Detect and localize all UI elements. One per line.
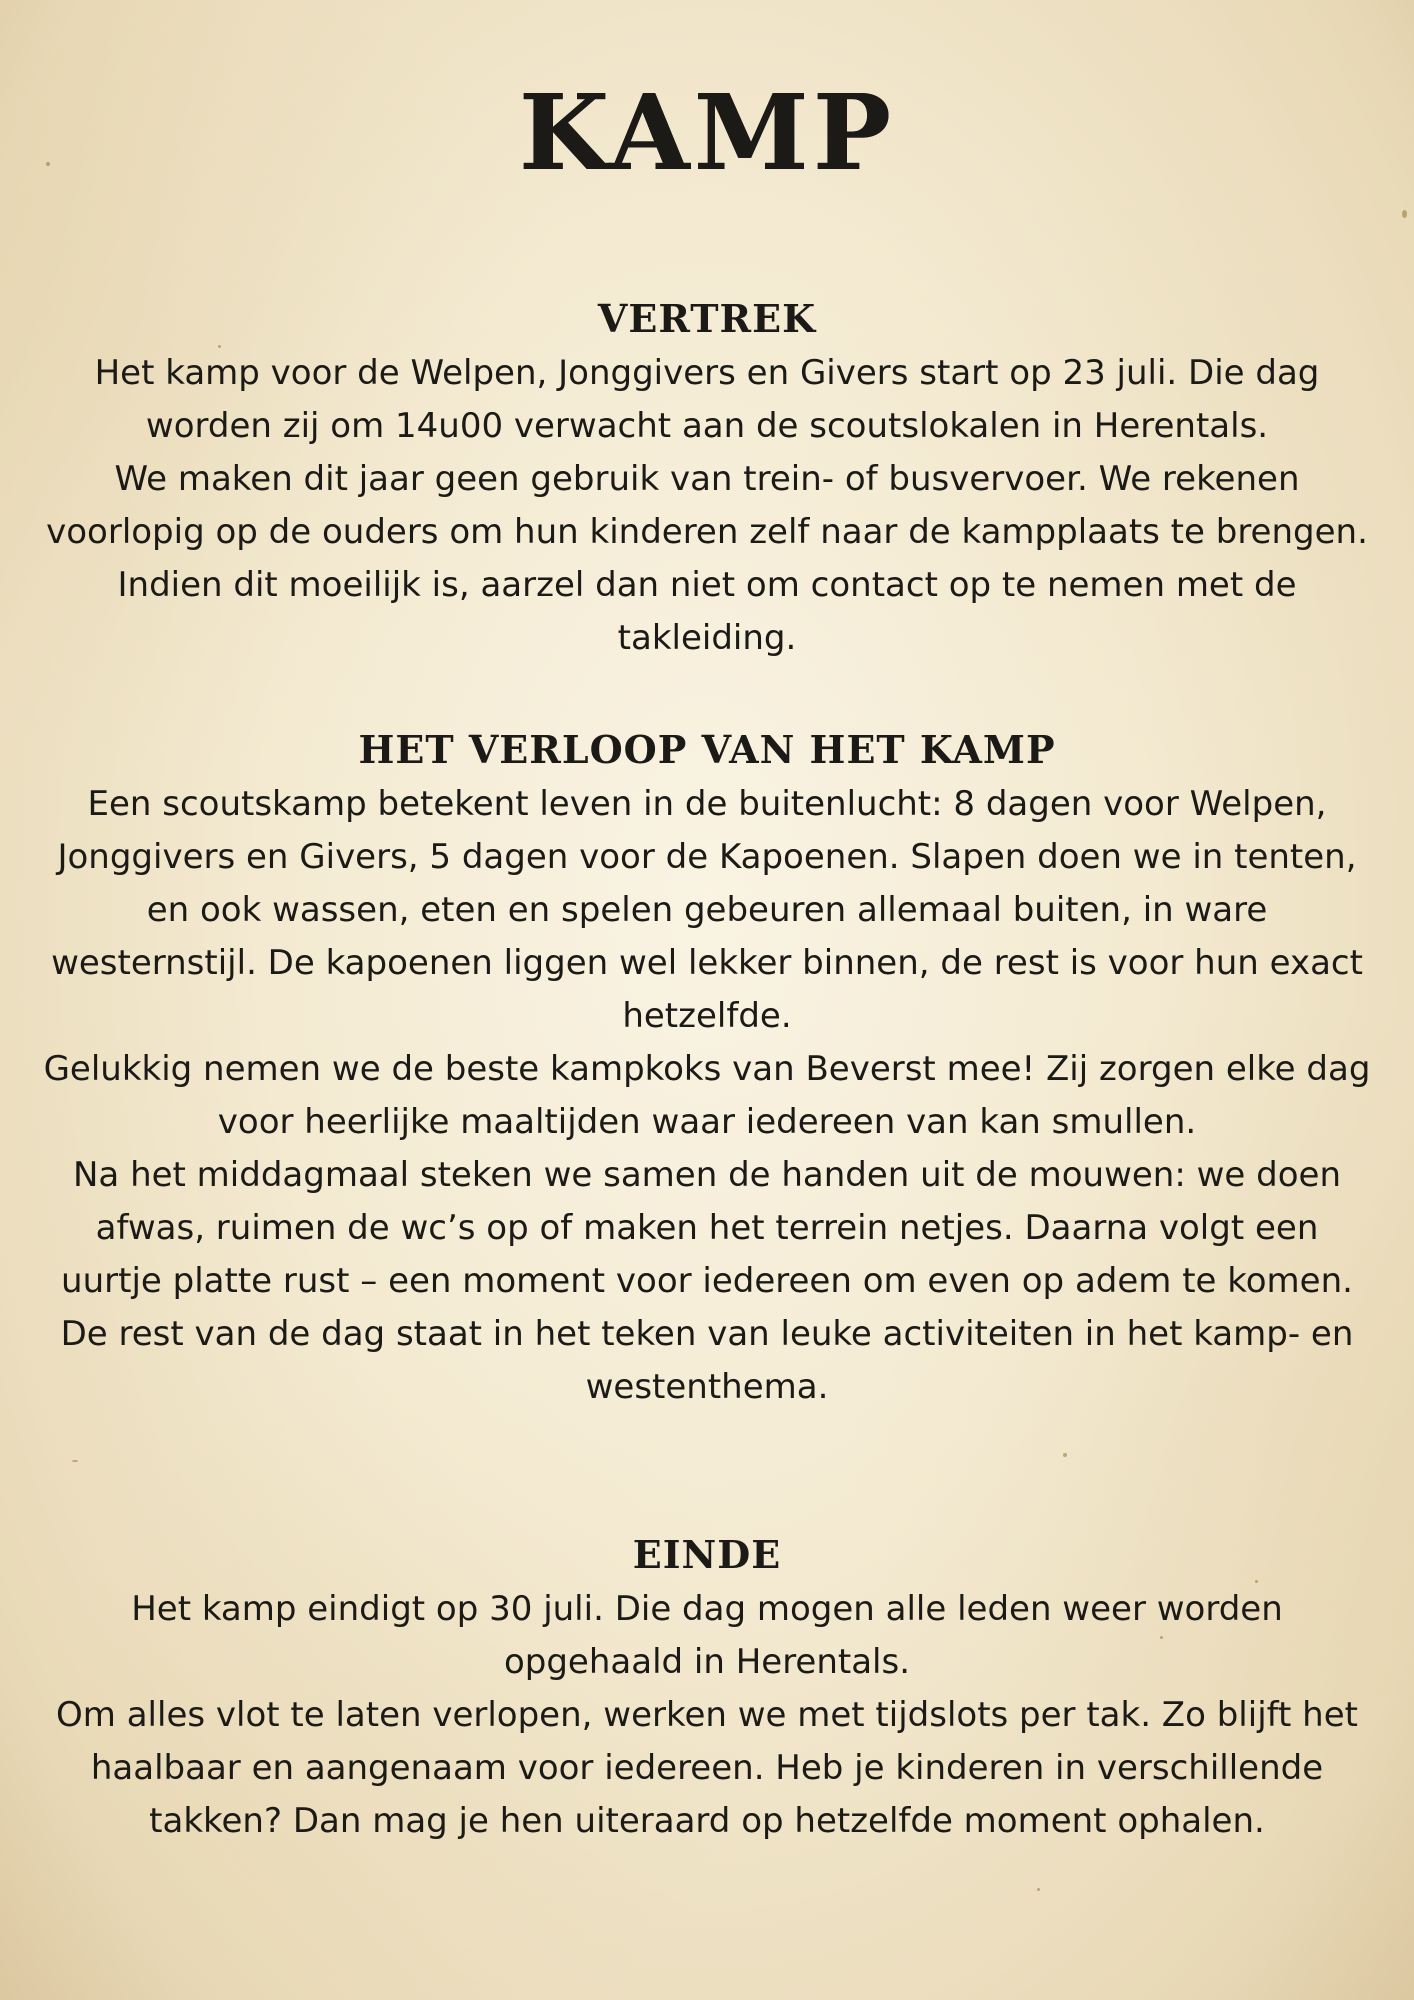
- paper-speck: [1063, 1453, 1067, 1457]
- paragraph: Een scoutskamp betekent leven in de buitenlucht: 8 dagen voor Welpen, Jonggivers en Givers, 5 dagen voor de Kapoenen. Slapen doen we in tenten, en ook wassen, eten en spelen gebeuren allemaal buiten, in ware westernstijl. De kapoenen liggen wel lekker binnen, de rest is voor hun exact hetzelfde.: [51, 784, 1363, 1036]
- paragraph: De rest van de dag staat in het teken van leuke activiteiten in het kamp- en westenthema.: [60, 1314, 1354, 1407]
- paragraph: Gelukkig nemen we de beste kampkoks van Beverst mee! Zij zorgen elke dag voor heerlijke maaltijden waar iedereen van kan smullen.: [43, 1049, 1371, 1142]
- paragraph: Na het middagmaal steken we samen de handen uit de mouwen: we doen afwas, ruimen de wc’s op of maken het terrein netjes. Daarna volgt een uurtje platte rust – een moment voor iedereen om even op adem te komen.: [61, 1155, 1353, 1301]
- section-heading: HET VERLOOP VAN HET KAMP: [358, 727, 1056, 772]
- section-einde: [40, 1529, 1374, 1848]
- paragraph: We maken dit jaar geen gebruik van trein- of busvervoer. We rekenen voorlopig op de ouders om hun kinderen zelf naar de kampplaats te brengen. Indien dit moeilijk is, aarzel dan niet om contact op te nemen met de takleiding.: [46, 459, 1368, 658]
- paragraph: Het kamp eindigt op 30 juli. Die dag mogen alle leden weer worden opgehaald in Herentals.: [131, 1589, 1283, 1682]
- paper-speck: [1402, 210, 1407, 218]
- page-title: KAMP: [518, 71, 896, 194]
- paragraph: Het kamp voor de Welpen, Jonggivers en Givers start op 23 juli. Die dag worden zij om 14u00 verwacht aan de scoutslokalen in Herentals.: [94, 353, 1320, 446]
- paper-speck: [1037, 1888, 1040, 1891]
- section-verloop: [40, 724, 1374, 1414]
- paper-speck: [72, 1460, 78, 1462]
- paragraph: Om alles vlot te laten verlopen, werken we met tijdslots per tak. Zo blijft het haalbaar en aangenaam voor iedereen. Heb je kinderen in verschillende takken? Dan mag je hen uiteraard op hetzelfde moment ophalen.: [56, 1695, 1358, 1841]
- section-heading: VERTREK: [597, 296, 817, 341]
- section-heading: EINDE: [632, 1532, 782, 1577]
- section-vertrek: [40, 293, 1374, 665]
